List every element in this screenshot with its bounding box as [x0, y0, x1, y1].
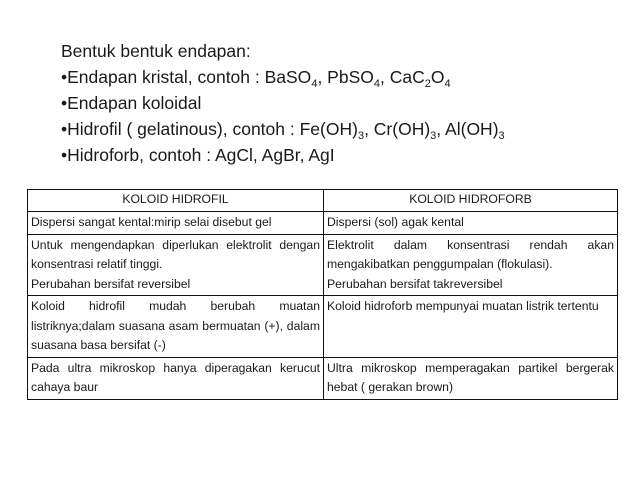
subscript: 3 — [498, 130, 505, 142]
cell-text: Perubahan bersifat reversibel — [31, 276, 191, 291]
table-row — [28, 357, 618, 399]
table-row — [28, 212, 618, 235]
hidrofil-cr: , Cr(OH) — [364, 119, 431, 139]
bullet-hidroforb: •Hidroforb, contoh : AgCl, AgBr, AgI — [61, 145, 335, 165]
table-cell: Koloid hidrofil mudah berubah muatan listriknya;dalam suasana asam bermuatan (+), dalam suasana basa bersifat (-) — [28, 296, 324, 358]
table-cell: Dispersi sangat kental:mirip selai disebut gel — [28, 212, 324, 235]
table-cell: Dispersi (sol) agak kental — [324, 212, 618, 235]
header-hidroforb: KOLOID HIDROFORB — [324, 190, 618, 212]
cell-text: Untuk mengendapkan diperlukan elektrolit dengan konsentrasi relatif tinggi. — [31, 237, 320, 271]
subscript: 4 — [311, 78, 318, 90]
table-header-row — [28, 190, 618, 212]
comparison-table — [27, 189, 618, 400]
hidrofil-al: , Al(OH) — [436, 119, 499, 139]
table-row — [28, 234, 618, 296]
intro-heading: Bentuk bentuk endapan: — [61, 41, 251, 61]
header-hidrofil: KOLOID HIDROFIL — [28, 190, 324, 212]
table-row — [28, 296, 618, 358]
subscript: 3 — [357, 130, 365, 142]
kristal-cac: , CaC — [379, 67, 425, 87]
subscript: 3 — [430, 130, 437, 142]
bullet-kristal — [61, 64, 505, 90]
bullet-hidrofil — [61, 116, 505, 142]
intro-block — [61, 38, 505, 168]
table-cell: Koloid hidroforb mempunyai muatan listrik tertentu — [324, 296, 618, 358]
subscript: 2 — [424, 78, 431, 90]
kristal-o: O — [430, 67, 445, 87]
table-cell: Ultra mikroskop memperagakan partikel bergerak hebat ( gerakan brown) — [324, 357, 618, 399]
subscript: 4 — [373, 78, 380, 90]
hidrofil-prefix: •Hidrofil ( gelatinous), contoh : Fe(OH) — [61, 119, 358, 139]
kristal-pbso: , PbSO — [317, 67, 374, 87]
table-cell: Pada ultra mikroskop hanya diperagakan kerucut cahaya baur — [28, 357, 324, 399]
cell-text: Perubahan bersifat takreversibel — [327, 276, 503, 291]
kristal-prefix: •Endapan kristal, contoh : BaSO — [61, 67, 312, 87]
table-cell — [324, 234, 618, 296]
cell-text: Elektrolit dalam konsentrasi rendah akan mengakibatkan penggumpalan (flokulasi). — [327, 237, 614, 271]
subscript: 4 — [444, 78, 451, 90]
bullet-koloidal: •Endapan koloidal — [61, 93, 202, 113]
table-cell — [28, 234, 324, 296]
